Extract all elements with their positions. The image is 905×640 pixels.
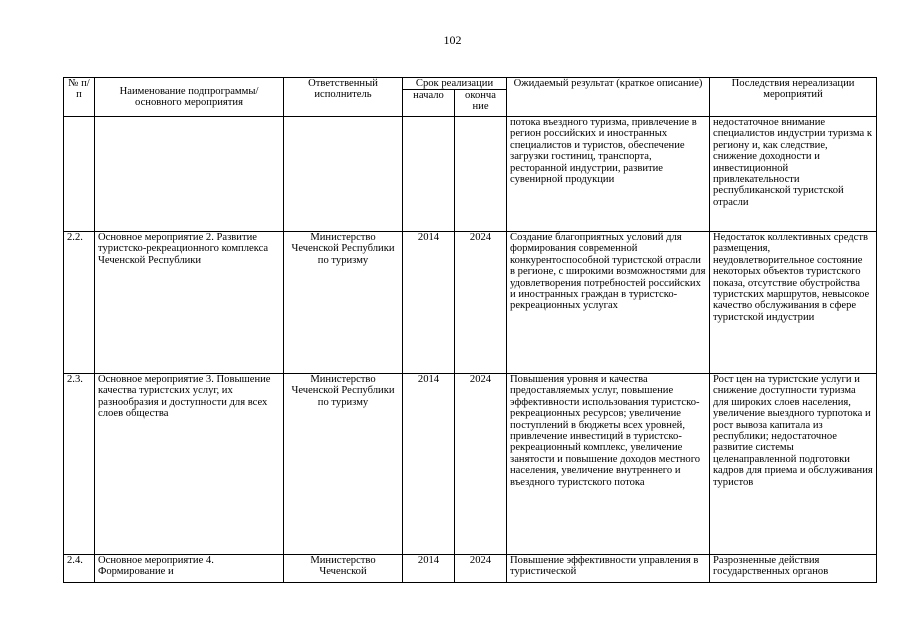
row-executor: Министерство Чеченской [284, 555, 403, 583]
row-num: 2.2. [64, 232, 95, 374]
table-row [64, 117, 877, 232]
header-end: оконча ние [455, 90, 507, 117]
row-start [403, 117, 455, 232]
row-name: Основное мероприятие 4. Формирование и [95, 555, 284, 583]
table-row [64, 374, 877, 555]
row-executor: Министерство Чеченской Республики по туризму [284, 374, 403, 555]
activities-table [63, 77, 877, 583]
header-name: Наименование подпрограммы/ основного мероприятия [95, 78, 284, 117]
row-result: Создание благоприятных условий для формирования современной конкурентоспособной туристской отрасли в регионе, с широкими возможностями для удовлетворения потребностей российских и иностранных граждан в туристско-рекреационных услугах [507, 232, 710, 374]
row-end: 2024 [455, 555, 507, 583]
row-consequences: недостаточное внимание специалистов индустрии туризма к региону и, как следствие, снижение доходности и инвестиционной привлекательности республиканской туристской отрасли [710, 117, 877, 232]
row-consequences: Недостаток коллективных средств размещения, неудовлетворительное состояние некоторых объектов туристского показа, отсутствие обустройства туристских маршрутов, невысокое качество обслуживания в сфере туристской индустрии [710, 232, 877, 374]
row-start: 2014 [403, 232, 455, 374]
row-end: 2024 [455, 374, 507, 555]
row-result: потока въездного туризма, привлечение в регион российских и иностранных специалистов и туристов, обеспечение загрузки гостиниц, транспорта, ресторанной индустрии, развитие сувенирной продукции [507, 117, 710, 232]
table-row [64, 555, 877, 583]
page-number: 102 [443, 33, 462, 47]
row-name: Основное мероприятие 3. Повышение качества туристских услуг, их разнообразия и доступности для всех слоев общества [95, 374, 284, 555]
row-end [455, 117, 507, 232]
header-consequences: Последствия нереализации мероприятий [710, 78, 877, 117]
row-result: Повышения уровня и качества предоставляемых услуг, повышение эффективности использования туристско-рекреационных ресурсов; увеличение поступлений в бюджеты всех уровней, привлечение инвестиций в туристско-рекреационный комплекс, увеличение занятости и повышение доходов местного населения, увеличение внутреннего и въездного туристского потока [507, 374, 710, 555]
row-start: 2014 [403, 374, 455, 555]
row-num: 2.3. [64, 374, 95, 555]
row-num: 2.4. [64, 555, 95, 583]
table-row [64, 232, 877, 374]
header-period: Срок реализации [403, 78, 507, 90]
row-end: 2024 [455, 232, 507, 374]
header-start: начало [403, 90, 455, 117]
row-name: Основное мероприятие 2. Развитие туристско-рекреационного комплекса Чеченской Республики [95, 232, 284, 374]
header-result: Ожидаемый результат (краткое описание) [507, 78, 710, 117]
row-executor: Министерство Чеченской Республики по туризму [284, 232, 403, 374]
row-num [64, 117, 95, 232]
header-num: № п/п [64, 78, 95, 117]
header-executor: Ответственный исполнитель [284, 78, 403, 117]
row-result: Повышение эффективности управления в туристической [507, 555, 710, 583]
row-name [95, 117, 284, 232]
row-start: 2014 [403, 555, 455, 583]
row-executor [284, 117, 403, 232]
row-consequences: Рост цен на туристские услуги и снижение доступности туризма для широких слоев населения, увеличение выездного турпотока и рост вывоза капитала из республики; недостаточное развитие системы целенаправленной подготовки кадров для приема и обслуживания туристов [710, 374, 877, 555]
row-consequences: Разрозненные действия государственных органов [710, 555, 877, 583]
